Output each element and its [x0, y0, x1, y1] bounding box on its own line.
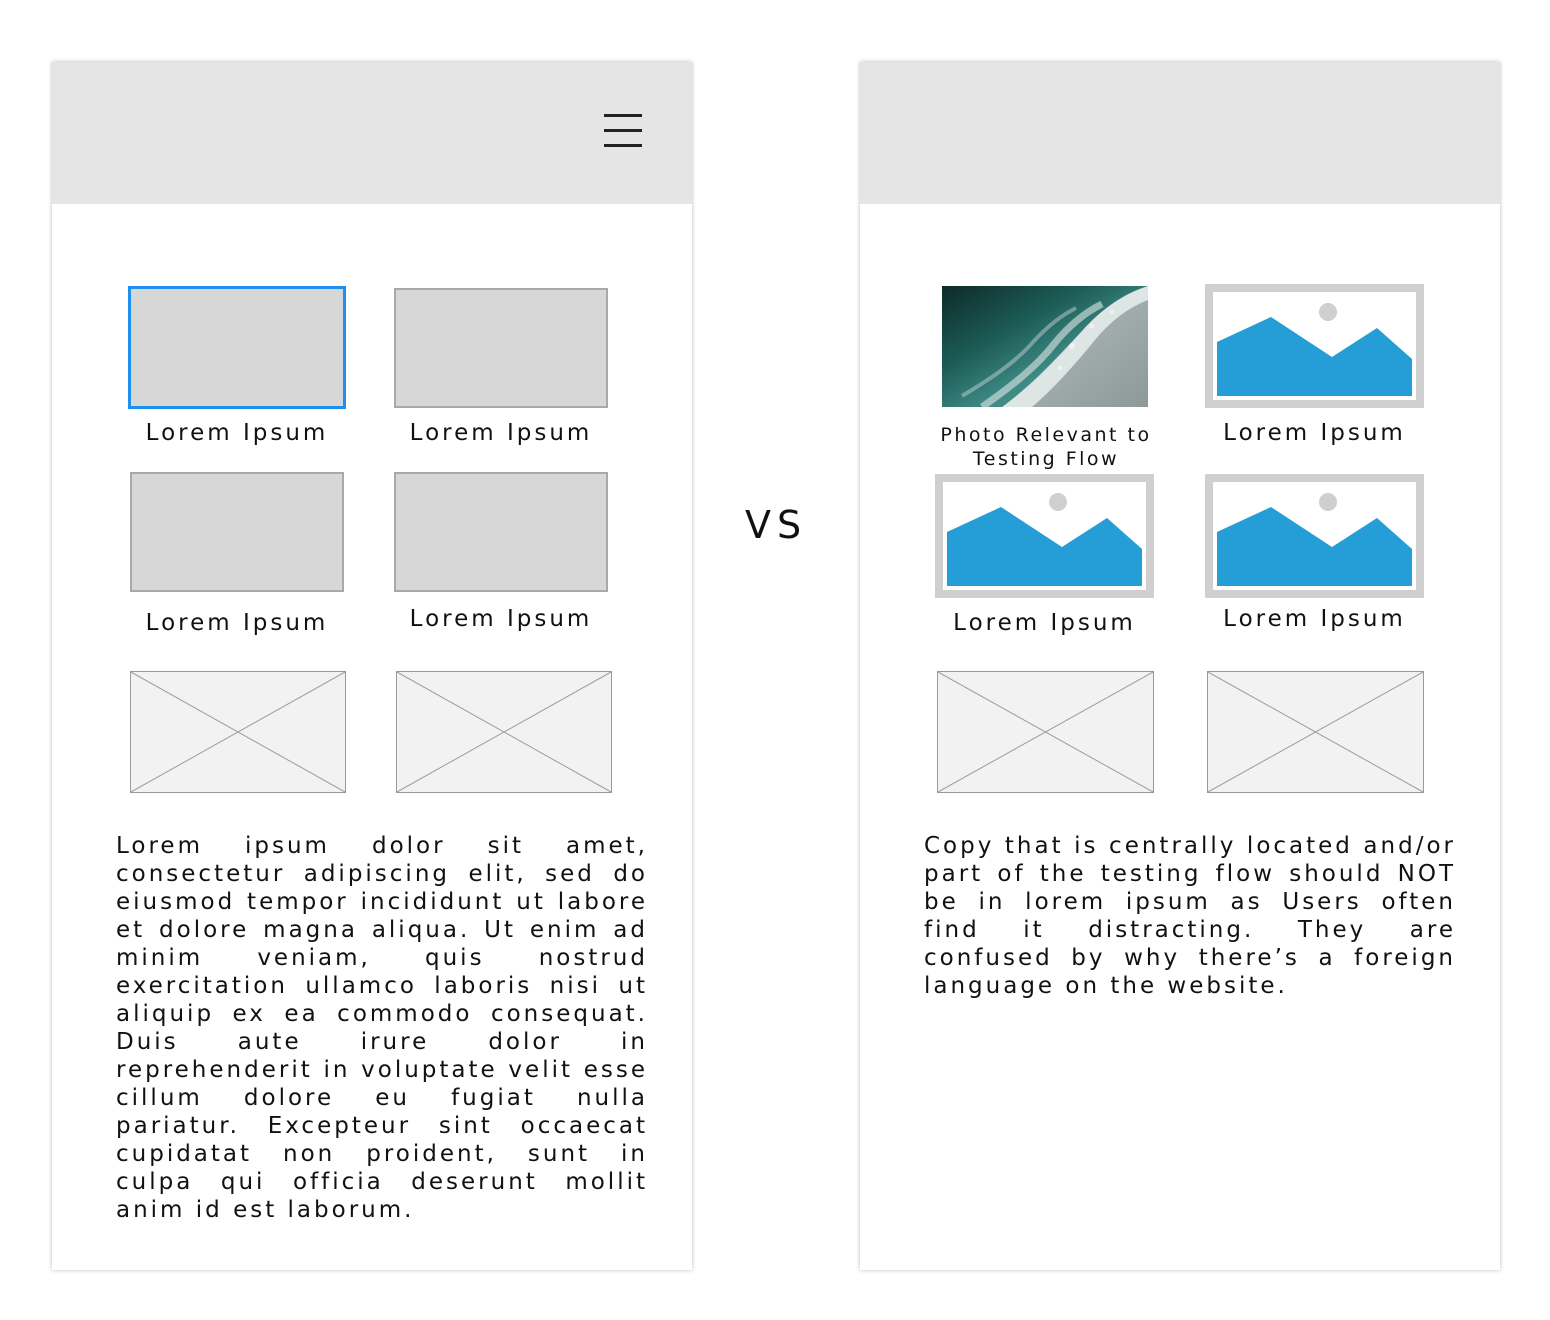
- empty-image-placeholder: [130, 671, 346, 793]
- right-phone-wireframe: [860, 62, 1500, 1270]
- card-label: Lorem Ipsum: [145, 420, 329, 446]
- image-placeholder[interactable]: [1205, 474, 1424, 598]
- card-label: Photo Relevant to Testing Flow: [940, 424, 1152, 470]
- real-copy-body-text: Copy that is centrally located and/or part of the testing flow should NOT be in lorem ipsum as Users often find it distracting. They are confused by why there’s a foreign language on the website.: [924, 833, 1456, 999]
- card-image-placeholder[interactable]: [130, 472, 344, 592]
- versus-label: VS: [745, 503, 808, 547]
- card-label: Lorem Ipsum: [409, 606, 593, 632]
- card-image-placeholder-selected[interactable]: [128, 286, 346, 409]
- card-label: Lorem Ipsum: [145, 610, 329, 636]
- image-placeholder[interactable]: [935, 474, 1154, 598]
- card-image-placeholder[interactable]: [394, 288, 608, 408]
- ocean-wave-photo[interactable]: [942, 286, 1148, 407]
- placeholder-cross-icon: [131, 672, 345, 792]
- card-label: Lorem Ipsum: [1223, 606, 1406, 632]
- phone-header: [860, 62, 1500, 204]
- image-icon: [1205, 284, 1424, 408]
- image-icon: [1205, 474, 1424, 598]
- card-label: Lorem Ipsum: [953, 610, 1136, 636]
- card-image-placeholder[interactable]: [394, 472, 608, 592]
- empty-image-placeholder: [1207, 671, 1424, 793]
- card-label: Lorem Ipsum: [409, 420, 593, 446]
- image-placeholder[interactable]: [1205, 284, 1424, 408]
- empty-image-placeholder: [937, 671, 1154, 793]
- phone-header: [52, 62, 692, 204]
- placeholder-cross-icon: [938, 672, 1153, 792]
- placeholder-cross-icon: [1208, 672, 1423, 792]
- image-icon: [935, 474, 1154, 598]
- card-label: Lorem Ipsum: [1223, 420, 1406, 446]
- ocean-photo-icon: [942, 286, 1148, 407]
- lorem-body-text: Lorem ipsum dolor sit amet, consectetur adipiscing elit, sed do eiusmod tempor incididunt ut labore et dolore magna aliqua. Ut enim ad minim veniam, quis nostrud exercitation ullamco laboris nisi ut aliquip ex ea commodo consequat. Duis aute irure dolor in reprehenderit in voluptate velit esse cillum dolore eu fugiat nulla pariatur. Excepteur sint occaecat cupidatat non proident, sunt in culpa qui officia deserunt mollit anim id est laborum.: [116, 833, 648, 1223]
- empty-image-placeholder: [396, 671, 612, 793]
- placeholder-cross-icon: [397, 672, 611, 792]
- hamburger-menu-icon[interactable]: [604, 112, 642, 148]
- left-phone-wireframe: [52, 62, 692, 1270]
